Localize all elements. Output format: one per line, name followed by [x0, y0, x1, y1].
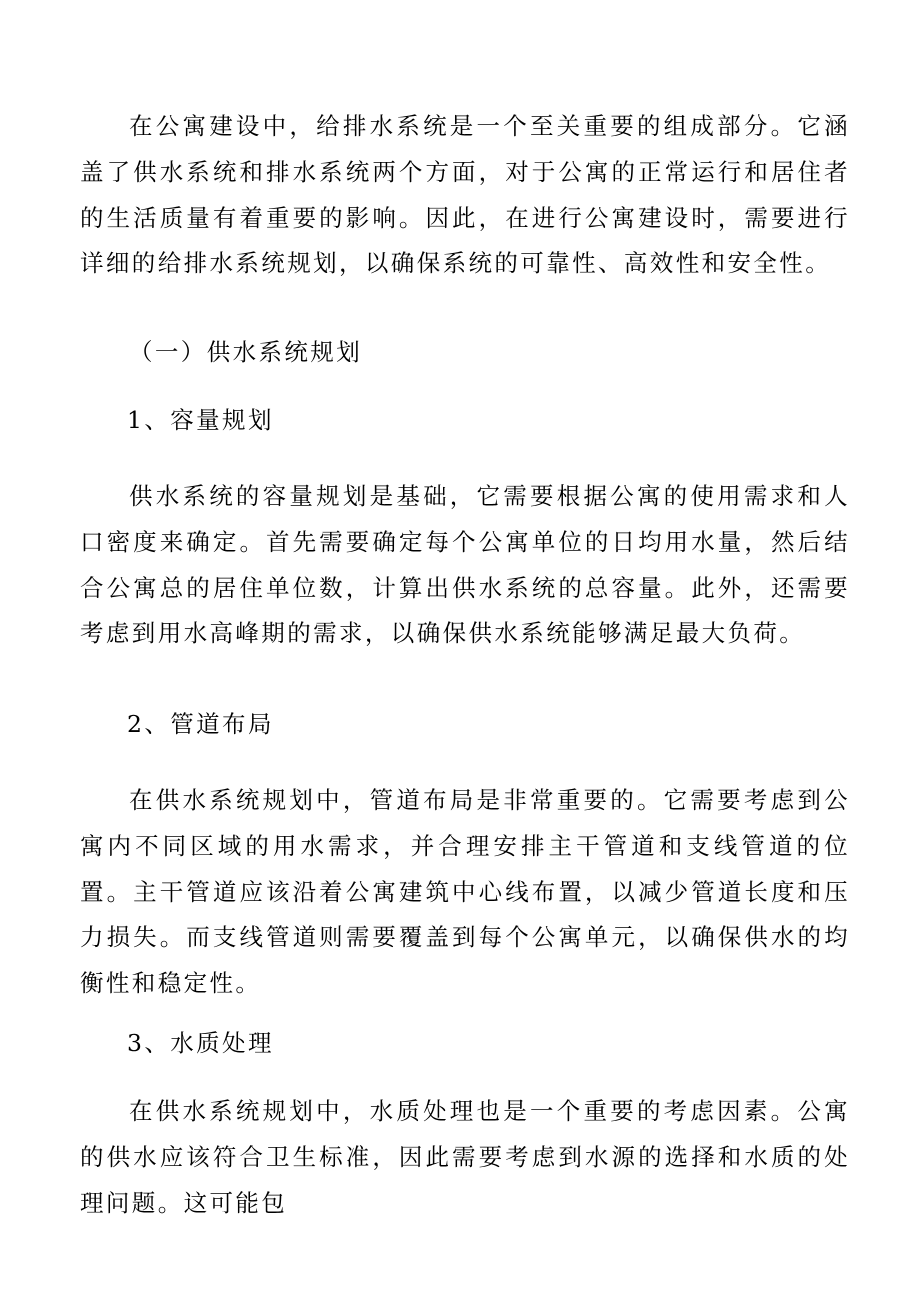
subsection-title-water-quality: 3、水质处理 [127, 1029, 274, 1057]
subsection-title-capacity: 1、容量规划 [127, 406, 274, 434]
subsection-title-pipe-layout: 2、管道布局 [127, 710, 274, 738]
capacity-paragraph: 供水系统的容量规划是基础，它需要根据公寓的使用需求和人口密度来确定。首先需要确定每个公寓单位的日均用水量，然后结合公寓总的居住单位数，计算出供水系统的总容量。此外，还需要考虑到用水高峰期的需求，以确保供水系统能够满足最大负荷。 [80, 482, 850, 648]
intro-paragraph: 在公寓建设中，给排水系统是一个至关重要的组成部分。它涵盖了供水系统和排水系统两个方面，对于公寓的正常运行和居住者的生活质量有着重要的影响。因此，在进行公寓建设时，需要进行详细的给排水系统规划，以确保系统的可靠性、高效性和安全性。 [80, 112, 850, 278]
water-quality-paragraph: 在供水系统规划中，水质处理也是一个重要的考虑因素。公寓的供水应该符合卫生标准，因此需要考虑到水源的选择和水质的处理问题。这可能包 [80, 1097, 850, 1217]
pipe-layout-paragraph: 在供水系统规划中，管道布局是非常重要的。它需要考虑到公寓内不同区域的用水需求，并合理安排主干管道和支线管道的位置。主干管道应该沿着公寓建筑中心线布置，以减少管道长度和压力损失。而支线管道则需要覆盖到每个公寓单元，以确保供水的均衡性和稳定性。 [80, 786, 850, 998]
section-title: （一）供水系统规划 [129, 338, 363, 366]
